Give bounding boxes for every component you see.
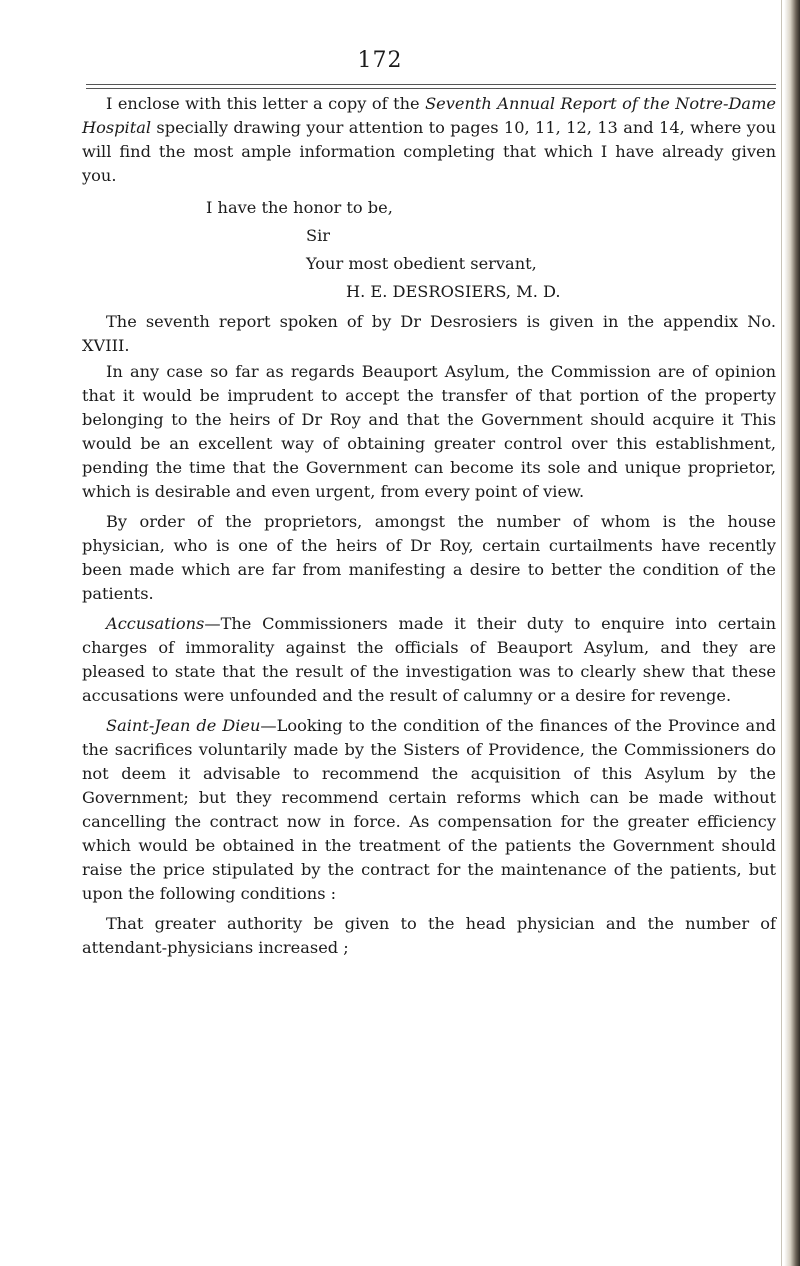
page-edge-line bbox=[781, 0, 782, 1266]
page-number: 172 bbox=[357, 48, 403, 73]
proprietors-paragraph: By order of the proprietors, amongst the number of whom is the house physician, who is one of the heirs of Dr Roy, certain curtailments have recently been made which are far from manifesting a desire to better the condition of the patients. bbox=[82, 512, 776, 603]
seventh-report-paragraph: The seventh report spoken of by Dr Desrosiers is given in the appendix No. XVIII. bbox=[82, 312, 776, 355]
saint-jean-text: —Looking to the condition of the finances of the Province and the sacrifices voluntarily made by the Sisters of Providence, the Commissioners do not deem it advisable to recommend the acquisition of this Asylum by the Government; but they recommend certain reforms which can be made without cancelling the contract now in force. As compensation for the greater efficiency which would be obtained in the treatment of the patients the Government should raise the price stipulated by the contract for the maintenance of the patients, but upon the following conditions : bbox=[82, 716, 776, 903]
closing-signature: H. E. DESROSIERS, M. D. bbox=[346, 282, 561, 301]
closing-honor: I have the honor to be, bbox=[206, 198, 393, 217]
closing-salutation: Sir bbox=[306, 226, 331, 245]
book-spine-edge bbox=[784, 0, 800, 1266]
closing-servant: Your most obedient servant, bbox=[306, 254, 537, 273]
header-rule-top bbox=[86, 84, 776, 85]
accusations-heading: Accusations bbox=[106, 614, 205, 633]
body-text bbox=[82, 92, 776, 966]
saint-jean-paragraph bbox=[82, 714, 776, 906]
report-title: Seventh Annual Report of the Notre-Dame Hospital bbox=[82, 94, 777, 137]
saint-jean-heading: Saint-Jean de Dieu bbox=[106, 716, 261, 735]
letter-intro-text-continued: specially drawing your attention to pages 10, 11, 12, 13 and 14, where you will find the most ample information completing that which I have already given you. bbox=[82, 118, 776, 185]
header-rule-bottom bbox=[86, 88, 776, 89]
letter-intro-text: I enclose with this letter a copy of the bbox=[106, 94, 426, 113]
accusations-paragraph bbox=[82, 612, 776, 708]
authority-paragraph: That greater authority be given to the head physician and the number of attendant-physicians increased ; bbox=[82, 914, 776, 957]
letter-intro-paragraph bbox=[82, 92, 776, 188]
accusations-text: —The Commissioners made it their duty to enquire into certain charges of immorality against the officials of Beauport Asylum, and they are pleased to state that the result of the investigation was to clearly shew that these accusations were unfounded and the result of calumny or a desire for revenge. bbox=[82, 614, 776, 705]
beauport-paragraph: In any case so far as regards Beauport Asylum, the Commission are of opinion that it would be imprudent to accept the transfer of that portion of the property belonging to the heirs of Dr Roy and that the Government should acquire it This would be an excellent way of obtaining greater control over this establishment, pending the time that the Government can become its sole and unique proprietor, which is desirable and even urgent, from every point of view. bbox=[82, 362, 776, 501]
